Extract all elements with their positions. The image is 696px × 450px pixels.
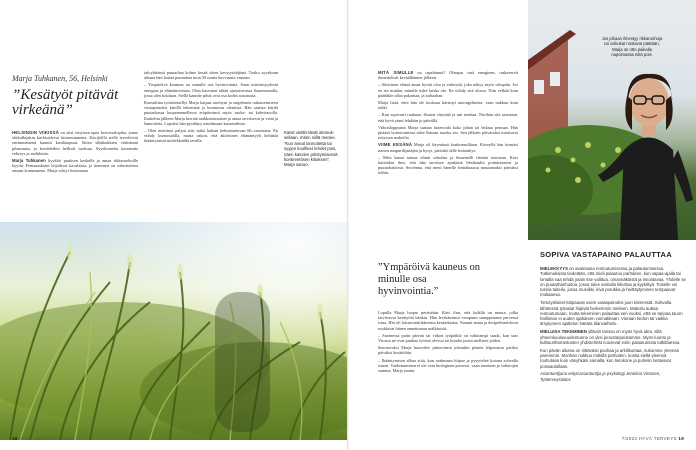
paragraph: Tietotyölaiset käipaavat usein vastapainoksi juuri tekemistä. Sohvalla lähötessä työasiat hiipivät herkemmin mieleen. Makoilu auttaa rentoutumaan, mutta tekeminen palauttaa sen vuoksi, että se tarjoaa tauon hallinnan ei uuden ajatuksen voimakkaan. Vieraan tiedon tai vaikka ärsytyneen ajattelun haitata tilanvaihtelu.: [540, 300, 683, 327]
paragraph: [540, 266, 686, 298]
expert-credit: Asiantuntijana erityisasiantuntija ja psykologi Jenniina Virtanen, Työterveyslaitos: [540, 371, 661, 382]
paragraph: – Olen miettinyt paljon sitä, mikä haluan kehontuntuvan 60–vuotiaana. En viihdy kunnosalilla, mutta uskon, että aktiivinen elämäntyyli kehittää ikääntymistä mielekkäällä tavalla.: [144, 128, 278, 144]
left-column-2: [144, 70, 278, 146]
paragraph: Kun pävän aikana on riittävästi puuhaa ja arkilikuntaa, nukumme yleensä paremmin. Monhan nukkuu mökillä parhaiten, koska siellä yleensä touhutaan kuin väsyhkäsi samalla, kun tietokone ja puhelin lustaisvat poissaolollaan.: [540, 347, 679, 369]
left-footer: [12, 436, 74, 441]
paragraph: [540, 329, 686, 345]
lead-in: HELSINGIN VIIKISSÄ: [12, 130, 59, 135]
paragraph: [378, 142, 518, 152]
paragraph: [12, 130, 138, 156]
paragraph-text: on tapahtunut? Olenpas sinä energinen, rinkavereit ihmettelivät keväällämme jälkeen.: [378, 70, 518, 81]
pull-quote: ”Ympäröivä kauneus on minulle osa hyvinvointia.”: [378, 262, 481, 297]
paragraph: Seuraavaksi Marja haaveilee pääsevänsä johonkin pienen lelpomeon pariksi päiväksi kesätöihin.: [378, 345, 518, 356]
headline-quote: ”Kesätyöt pitävät virkeänä”: [12, 87, 119, 118]
paragraph: Konsultina työskennellyt Marja kaipaa airoitym ja ongelmien ratkaisemiseen vastapainoksi käsillä tekemistä ja luonnossa olemista. Hän saattaa käydä puutarhassa luopeammellessa eräpäivänsä myös ruoka- tai kahvitauolla. Ilsakeltin jälkeen Marja kiertää raakkutustoaiset ja antaa tarvitsevat ja vettä ja lannoitetta. Lopuksi hän pysähtyy nauttimaan kauneudesta.: [144, 100, 278, 126]
paragraph: Marja lisää, ettei hän ole koskaan kärsinyt uniongelmista, vaan nukkuu kuin tukki.: [378, 100, 518, 111]
paragraph: [378, 70, 518, 80]
paragraph: – Suomessa parin päivän tai viikon työpätkiä on valkeampi saada, kun taas Virossa ne ovat puuhaa työissä olevuu tai kondia jotain mellisen joiden.: [378, 332, 518, 344]
magazine-name: 7/2022 HYVÄ TERVEYS: [621, 436, 677, 441]
photo-caption: Jos pihaan ilmestyy rikkaruohoja tai voikukat nostavat päätään, Marja on otto paikalla napoimassa niitä pois.: [601, 36, 663, 58]
lead-in: MIELEKKYYS: [540, 266, 568, 271]
gutter: [347, 0, 349, 450]
grass-illustration: [0, 222, 347, 440]
paragraph: – Kun sopivasti rauhaua. Ilsaton väsyttää ja uni maittaa. Nörthän sitä sanotaan, että hyvä ytuni tehdään jo päivällä.: [378, 112, 518, 123]
right-column-2: [378, 310, 518, 375]
paragraph: – Ympäröivä kauneus on minulle osa hyvinvointia. Saan esteettisyydestä energiaa ja elämänvoimaa. Olen kasvanut tähän ajassasivassa Saarenmaalla, jossa olen kouluun. Siellä kaunite pihat ovat osa kodin sisustusta.: [144, 82, 278, 98]
byline: Marja Tuhkanen, 56, Helsinki: [12, 74, 108, 83]
lead-in: MIELUISA TEKEMINEN: [540, 329, 587, 335]
sidebar-box: [540, 266, 686, 384]
sidebar-box-title: SOPIVA VASTAPAINO PALAUTTAA: [540, 250, 672, 259]
side-quote: Kaivit vieläh-tävät olemuk-sellaan, miten niillä menee. ”Kun annat lannoitetta tai syyjen kuollleet lehdet pois, näen kasvien piristymisessä konkreettisen kiitoksen”, Marja sanoo.: [284, 130, 338, 168]
paragraph-text: kyykkii puuksen keskellä ja antaa rikkaruohoille kyytiä. Pensasaskasei leijailivat kavalaisia, ja tiemmeri on valmisteissa omaan kommaansa. Marja ryhtyi hoitamaan: [12, 158, 138, 174]
paragraph: – Ikääntymisen alkua siitä, kun urahmaan hitpaa ja pysytteleë kotona sohvalla istuen. Vanhenaminen ei ole vain biologinen prosessi, vaan asenteen ja valintojen summa, Marja ruumi.: [378, 357, 518, 374]
paragraph-text: Marja oli käymässä konkonsulilaan. Käveyllä hän törmäsi naisen naapurilijanäjän ja kysyi, pärisikö tälle lesänittiys.: [378, 142, 518, 153]
paragraph-text: on yksi erityisen upea kerrossalopiha, jonne ohikulkijakin kurkistelevat kiinnostuneina. Kävijöillä siellä tervehtivät ensimmäisenä kauniit kirsikkapuut. Sitten tähtikukkien värittämät pihamaata, ja kortteleihin hellivät tuoksua. Syyshornetta kauneutta vehreys ja mehikinta.: [12, 130, 139, 156]
paragraph: Lopulla Marja luopui pestistään. Kävi ilmi, että kylällä on muuta, jolka tarvitsevat kesätyötä hänkin. Hän levittämässä verapuun suuuppuunsa parvessa istua. Hin oli laistavarattikkeensa kesäaikaista. Naamit antaa ja desipeikiasidovat ruokkivat hänen annettoman mälkäsistä.: [378, 310, 518, 331]
paragraph: taloyhtiönsä puutarhaa kolme kesää sitten kevytyrittäjänä. Touko–syyskuun aikana hän hoitaa puutarhaa noin 50 tuntia kuvvausta vastaan.: [144, 70, 278, 81]
page-number: 18: [12, 436, 18, 441]
lead-in: Marja Tuhkanen: [12, 158, 46, 164]
lead-in: MITÄ SIMULLE: [378, 70, 414, 75]
paragraph: Viikonloppuisin Marja saattaa haravoida koko pihan tai leikata pensaat. Hän pitääsä hoitotoimessa talee lhaisan tauoka eto. Sen jälkeen päivässäni maistuvat erityisen makeilta.: [378, 124, 518, 141]
magazine-name: HYVÄ TERVEYS 7/2022: [19, 436, 75, 441]
right-column-1: [378, 70, 518, 178]
paragraph-text: ylläviiri tarissa on myös hyvä idea, sillä yhteenkuuluvuudentunne on yksi perustarpeistamme. Myös luonto ja kulttuuriharrastusten yhdistelmät nousevat esiin palautumista tutkittaessa.: [540, 329, 681, 345]
lead-in: VIIME KESÄNÄ: [378, 142, 413, 148]
left-column-1: [12, 130, 138, 176]
paragraph: [12, 158, 138, 174]
paragraph-text: on avainsana rentoutumisessa ja palautumisessa. Tutkimuksista tiedetään, että mieli palautuu parhaiten, kun vapaa-ajalla tai lomalla saa tehdä jotain itse valittua, omannäköistä ja innostavaa. Yhdelle se on puutarhanhoitoa, jossa tulee samalla liikuttua ja kyykittyä. Toiselle voi toimia taiteilu, jossa musiikki, kiva porukka ja heittäytyminen tempaavat mukaansa.: [540, 266, 686, 298]
paragraph: – Aktivinen elämä antaa hyvää oloa ja virkeyttä, joka näkyy myös ulospäin. Jos en tee mitään, minulle tulee laiska olo. En viihdy sitä olossa. Niin velkää kuin päädäkin allaa pakontaa, ja tarhaahan.: [378, 82, 518, 98]
paragraph: – Mies kanut minua olimit sokulsta ja ihmemelli ilemän toimiaan. Kävi kuitenkin ilmi, että hän tarvitsee apukäsiä lehtikaulin poimintaseen ja puutarhatöissä. Suvienna, että meni hänelle heinäkuussa muutamaksi päiväksi töihin.: [378, 154, 518, 176]
page-number: 19: [678, 436, 684, 441]
grass-photo: [0, 222, 347, 440]
right-footer: [622, 436, 684, 441]
